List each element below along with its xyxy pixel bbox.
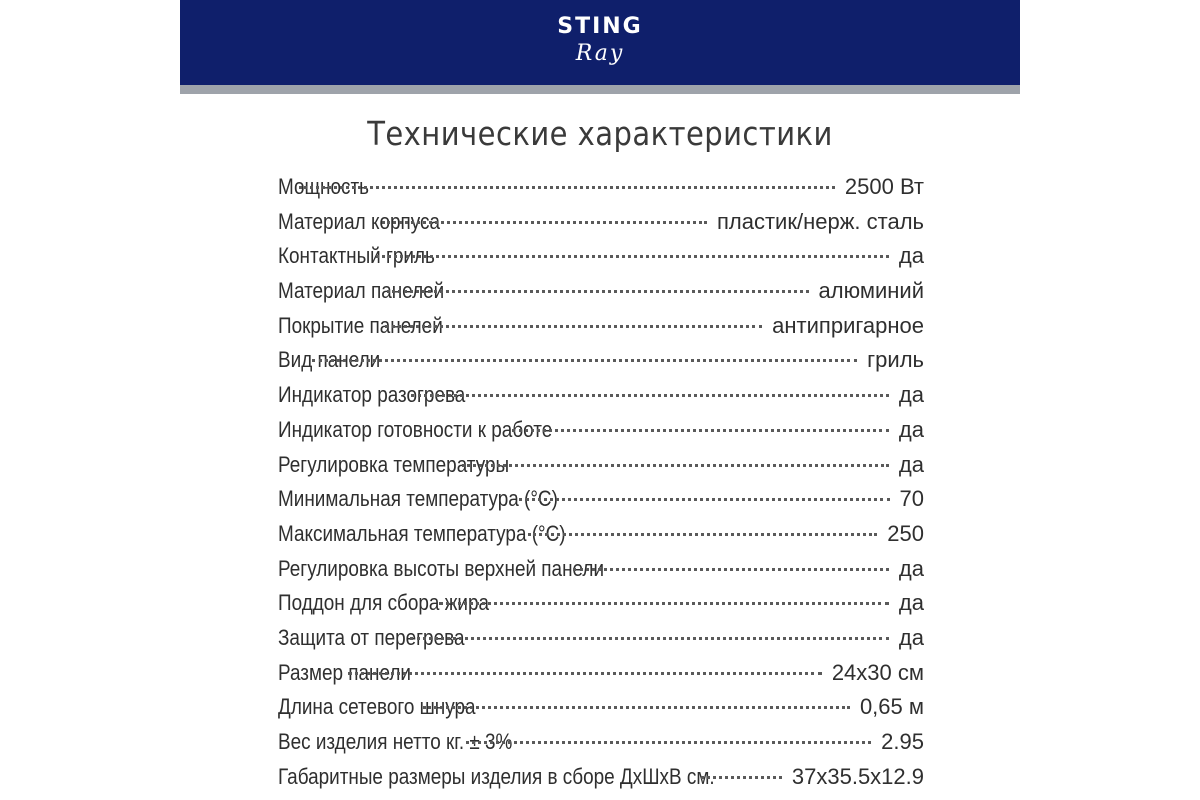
spec-row	[278, 625, 924, 660]
dot-leader	[573, 567, 889, 571]
spec-label: Материал корпуса	[278, 208, 440, 234]
spec-label: Вид панели	[278, 347, 381, 373]
dot-leader	[528, 532, 877, 536]
dot-leader	[348, 671, 822, 675]
spec-value: да	[898, 451, 924, 477]
spec-row	[278, 660, 924, 695]
dot-leader	[385, 324, 762, 328]
spec-label: Максимальная температура (°C)	[278, 520, 566, 546]
spec-value: 250	[887, 520, 924, 546]
brand-divider-stripe	[180, 85, 1020, 94]
spec-value: антипригарное	[772, 312, 924, 338]
spec-value: 0,65 м	[859, 694, 924, 720]
spec-label: Контактный гриль	[278, 243, 435, 269]
spec-value: гриль	[867, 347, 924, 373]
spec-row	[278, 347, 924, 382]
spec-row	[278, 313, 924, 348]
spec-row	[278, 209, 924, 244]
spec-value: да	[898, 624, 924, 650]
spec-value: 2500 Вт	[844, 174, 924, 199]
spec-row	[278, 590, 924, 625]
brand-logo-script: Ray	[575, 41, 625, 66]
dot-leader	[519, 497, 890, 501]
dot-leader	[387, 289, 809, 293]
spec-value: да	[898, 416, 924, 442]
spec-label: Защита от перегрева	[278, 624, 465, 650]
spec-value: да	[898, 382, 924, 408]
spec-row	[278, 382, 924, 417]
spec-label: Регулировка температуры	[278, 451, 510, 477]
dot-leader	[382, 220, 707, 224]
spec-row	[278, 243, 924, 278]
spec-value: алюминий	[818, 278, 924, 304]
spec-label: Вес изделия нетто кг. ± 3%	[278, 729, 513, 754]
spec-value: 24x30 см	[831, 659, 924, 685]
spec-row	[278, 486, 924, 521]
spec-label: Габаритные размеры изделия в сборе ДхШхВ см.	[278, 763, 715, 789]
spec-value: пластик/нерж. сталь	[716, 208, 924, 234]
spec-row	[278, 417, 924, 452]
spec-label: Индикатор готовности к работе	[278, 416, 553, 442]
dot-leader	[439, 601, 889, 605]
spec-value: 70	[899, 486, 924, 512]
spec-value: да	[898, 243, 924, 269]
spec-label: Покрытие панелей	[278, 312, 443, 338]
spec-label: Материал панелей	[278, 278, 445, 304]
spec-value: 37x35.5x12.9	[791, 763, 924, 789]
dot-leader	[512, 428, 888, 432]
spec-label: Поддон для сбора жира	[278, 590, 489, 616]
brand-logo	[180, 0, 1020, 85]
spec-label: Индикатор разогрева	[278, 382, 466, 408]
brand-banner	[180, 0, 1020, 85]
spec-label: Минимальная температура (°C)	[278, 486, 558, 512]
spec-value: 2.95	[881, 729, 924, 754]
brand-logo-wordmark: STING	[557, 14, 643, 39]
page-title: Технические характеристики	[367, 114, 833, 153]
spec-row	[278, 521, 924, 556]
dot-leader	[466, 740, 871, 744]
spec-label: Мощность	[278, 174, 370, 199]
dot-leader	[423, 705, 850, 709]
dot-leader	[299, 185, 835, 189]
dot-leader	[701, 775, 782, 779]
spec-value: да	[898, 590, 924, 616]
dot-leader	[462, 463, 889, 467]
spec-row	[278, 278, 924, 313]
dot-leader	[411, 393, 889, 397]
spec-row	[278, 174, 924, 209]
dot-leader	[312, 358, 857, 362]
spec-value: да	[898, 555, 924, 581]
dot-leader	[376, 254, 889, 258]
spec-row	[278, 764, 924, 799]
spec-row	[278, 556, 924, 591]
spec-label: Длина сетевого шнура	[278, 694, 476, 720]
spec-row	[278, 729, 924, 764]
spec-row	[278, 452, 924, 487]
spec-label: Размер панели	[278, 659, 412, 685]
spec-label: Регулировка высоты верхней панели	[278, 555, 605, 581]
spec-row	[278, 694, 924, 729]
specifications-list	[278, 174, 924, 798]
dot-leader	[410, 636, 889, 640]
